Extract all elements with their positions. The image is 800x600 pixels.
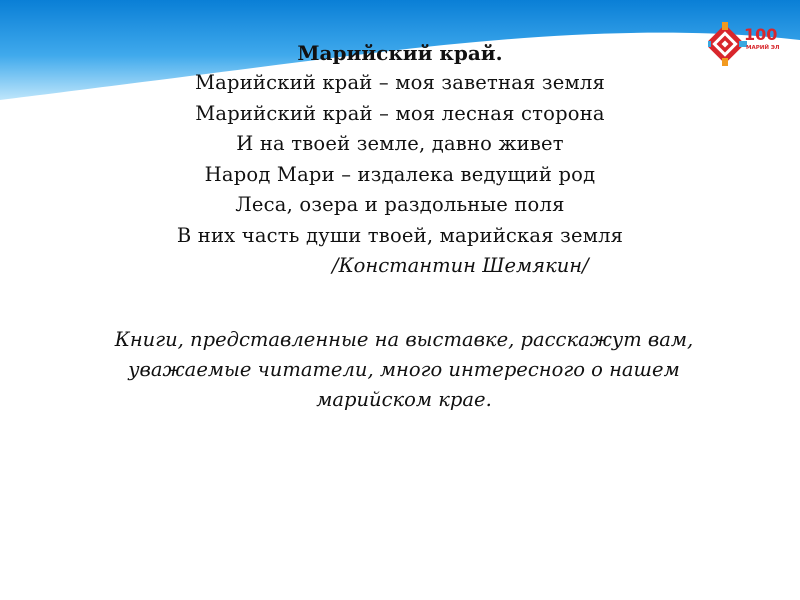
- poem-line: Марийский край – моя лесная сторона: [195, 101, 605, 125]
- poem-title: Марийский край.: [297, 41, 503, 65]
- poem-line: В них часть души твоей, марийская земля: [176, 223, 624, 247]
- poem-line: Леса, озера и раздольные поля: [235, 193, 565, 216]
- poem-line: Народ Мари – издалека ведущий род: [204, 162, 596, 186]
- poem-line: Марийский край – моя заветная земля: [195, 71, 605, 94]
- poem: [0, 38, 800, 281]
- poem-author: /Константин Шемякин/: [332, 254, 589, 277]
- poem-line: И на твоей земле, давно живет: [236, 132, 564, 155]
- exhibition-note: Книги, представленные на выставке, расскажут вам, уважаемые читатели, много интересного о нашем марийском крае.: [114, 328, 694, 411]
- logo-caption: МАРИЙ ЭЛ: [746, 45, 780, 51]
- logo-number: 100: [744, 25, 778, 44]
